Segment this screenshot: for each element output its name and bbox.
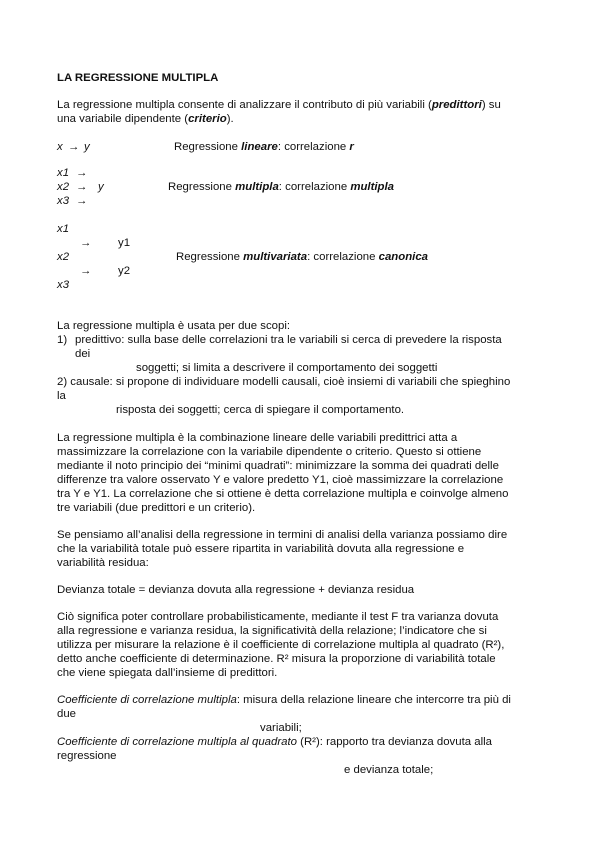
desc-text: : correlazione: [278, 181, 351, 193]
paragraph-line: variabilità residua:: [57, 557, 149, 569]
desc-emphasis: r: [349, 141, 354, 153]
uses-item-1-line-3: soggetti; si limita a descrivere il comportamento dei soggetti: [136, 362, 438, 374]
desc-emphasis: canonica: [378, 251, 429, 263]
desc-emphasis: multipla: [235, 181, 279, 193]
paragraph-line: tra Y e Y1. La correlazione che si ottiene è detta correlazione multipla e coinvolge almeno: [57, 488, 509, 500]
schema-multivariate-y1: y1: [118, 237, 131, 249]
arrow-icon: →: [76, 181, 88, 193]
schema-multiple-x3: x3: [57, 195, 70, 207]
schema-multiple-x2: x2: [57, 181, 70, 193]
uses-item-2-line-3: risposta dei soggetti; cerca di spiegare il comportamento.: [116, 404, 405, 416]
schema-multivariate-y2: y2: [118, 265, 131, 277]
schema-multivariate-x3: x3: [57, 279, 70, 291]
definition-1-line-1: [57, 694, 511, 707]
desc-emphasis: multivariata: [243, 251, 308, 263]
definition-term: Coefficiente di correlazione multipla al quadrato: [57, 736, 297, 748]
uses-item-2-line-2: la: [57, 390, 66, 402]
paragraph-line: alla regressione e varianza residua, la significatività della relazione; l’indicatore che si: [57, 625, 487, 637]
uses-item-2-line-1: 2) causale: si propone di individuare modelli causali, cioè insiemi di variabili che spieghino: [57, 376, 511, 388]
schema-linear-x: x: [57, 141, 63, 153]
schema-multiple-y: y: [98, 181, 104, 193]
definition-text: : misura della relazione lineare che intercorre tra più di: [236, 694, 511, 706]
schema-linear-y: y: [84, 141, 90, 153]
uses-item-1-number: 1): [57, 334, 68, 346]
arrow-icon: →: [76, 167, 88, 179]
intro-emphasis: predittori: [431, 99, 482, 111]
intro-text: ) su: [481, 99, 501, 111]
intro-text: una variabile dipendente (: [57, 113, 189, 125]
paragraph-line: La regressione multipla è la combinazione lineare delle variabili predittrici atta a: [57, 432, 458, 444]
definition-2-line-1: [57, 736, 492, 749]
intro-line-2: [57, 113, 234, 126]
page-title: LA REGRESSIONE MULTIPLA: [57, 72, 219, 84]
desc-emphasis: lineare: [241, 141, 278, 153]
desc-emphasis: multipla: [350, 181, 395, 193]
schema-multiple-description: [168, 181, 394, 194]
desc-text: : correlazione: [277, 141, 350, 153]
paragraph-line: detto anche coefficiente di determinazione. R² misura la proporzione di variabilità totale: [57, 653, 496, 665]
paragraph-line: utilizza per misurare la relazione è il coefficiente di correlazione multipla al quadrato (R²),: [57, 639, 505, 651]
definition-1-line-3: variabili;: [260, 722, 302, 734]
desc-text: Regressione: [174, 141, 242, 153]
uses-item-1-line-2: dei: [75, 348, 91, 360]
paragraph-line: differenze tra valore osservato Y e valore predetto Y1, cioè massimizzare la correlazione: [57, 474, 504, 486]
schema-multivariate-x1: x1: [57, 223, 70, 235]
schema-multivariate-x2: x2: [57, 251, 70, 263]
intro-text: ).: [226, 113, 234, 125]
definition-1-line-2: due: [57, 708, 77, 720]
paragraph-line: tre variabili (due predittori e un criterio).: [57, 502, 256, 514]
intro-line-1: [57, 99, 501, 112]
arrow-icon: →: [80, 237, 92, 249]
desc-text: Regressione: [168, 181, 236, 193]
uses-item-1-line-1: predittivo: sulla base delle correlazioni tra le variabili si cerca di prevedere la risposta: [75, 334, 502, 346]
definition-2-line-3: e devianza totale;: [344, 764, 434, 776]
uses-intro: La regressione multipla è usata per due scopi:: [57, 320, 291, 332]
definition-2-line-2: regressione: [57, 750, 117, 762]
paragraph-line: che la variabilità totale può essere ripartita in variabilità dovuta alla regressione e: [57, 543, 465, 555]
intro-emphasis: criterio: [188, 113, 227, 125]
intro-text: La regressione multipla consente di analizzare il contributo di più variabili (: [57, 99, 432, 111]
arrow-icon: →: [68, 141, 80, 153]
paragraph-line: massimizzare la correlazione con la variabile dipendente o criterio. Questo si ottiene: [57, 446, 482, 458]
desc-text: Regressione: [176, 251, 244, 263]
definition-term: Coefficiente di correlazione multipla: [57, 694, 237, 706]
paragraph-line: che viene spiegata dall’insieme di predittori.: [57, 667, 278, 679]
arrow-icon: →: [76, 195, 88, 207]
schema-multivariate-description: [176, 251, 428, 264]
desc-text: : correlazione: [307, 251, 379, 263]
variance-equation: Devianza totale = devianza dovuta alla regressione + devianza residua: [57, 584, 415, 596]
paragraph-line: mediante il noto principio dei “minimi quadrati”: minimizzare la somma dei quadrati delle: [57, 460, 499, 472]
definition-text: (R²): rapporto tra devianza dovuta alla: [296, 736, 492, 748]
paragraph-line: Ciò significa poter controllare probabilisticamente, mediante il test F tra varianza dovuta: [57, 611, 499, 623]
arrow-icon: →: [80, 265, 92, 277]
schema-multiple-x1: x1: [57, 167, 70, 179]
schema-linear-description: [174, 141, 354, 154]
paragraph-line: Se pensiamo all’analisi della regressione in termini di analisi della varianza possiamo dire: [57, 529, 508, 541]
